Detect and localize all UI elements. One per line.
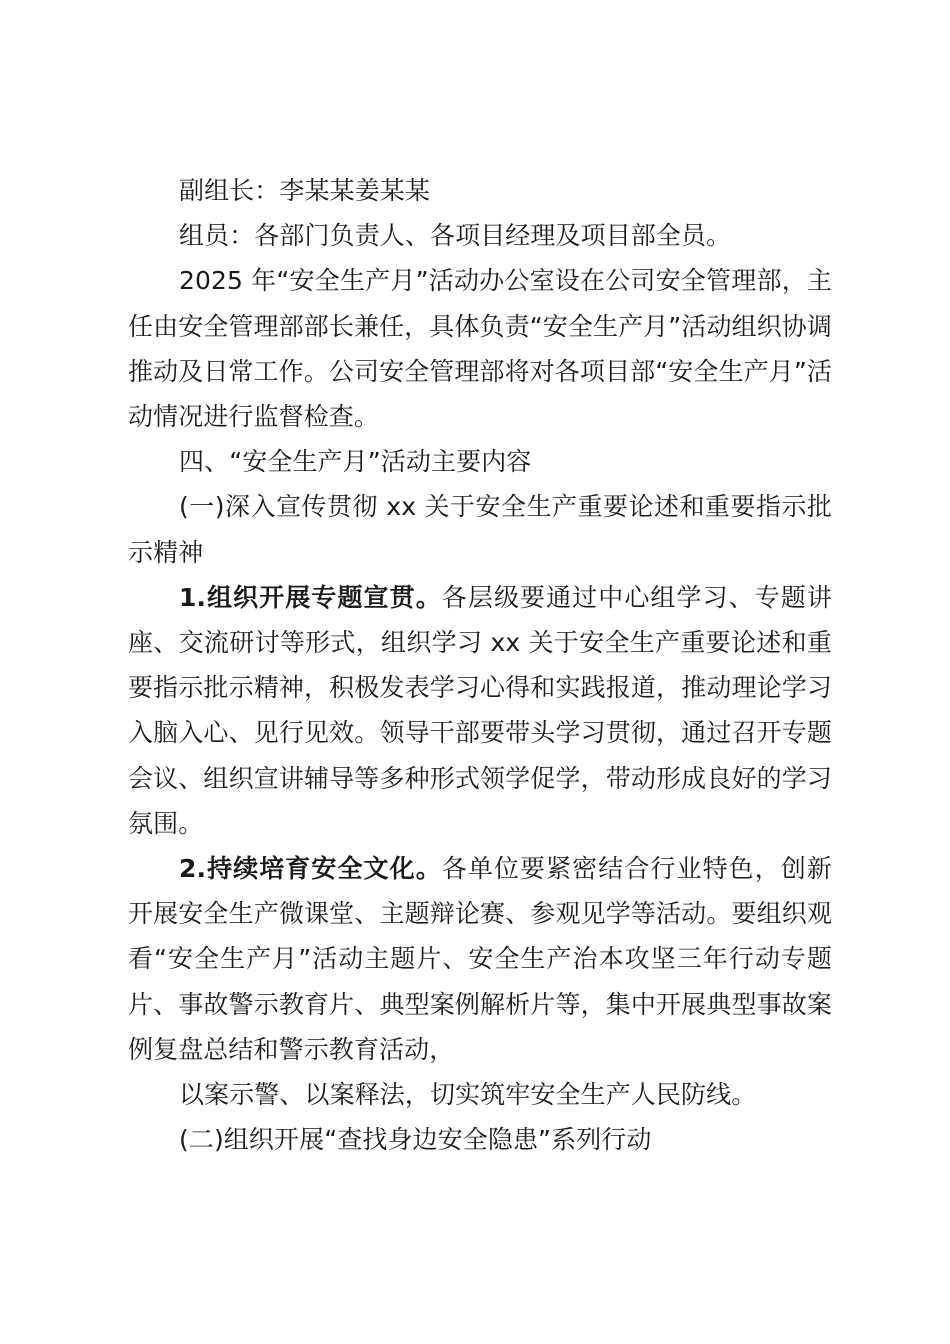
members-line: 组员：各部门负责人、各项目经理及项目部全员。 <box>179 221 732 251</box>
item-one-paragraph <box>128 575 832 846</box>
subsection-heading-one: (一)深入宣传贯彻 xx 关于安全生产重要论述和重要指示批示精神 <box>128 492 832 567</box>
document-body <box>128 168 832 1162</box>
item-two-paragraph <box>128 846 832 1072</box>
item-two-text: 各单位要紧密结合行业特色，创新开展安全生产微课堂、主题辩论赛、参观见学等活动。要组织观看“安全生产月”活动主题片、安全生产治本攻坚三年行动专题片、事故警示教育片、典型案例解析片等，集中开展典型事故案例复盘总结和警示教育活动， <box>128 854 832 1064</box>
office-paragraph: 2025 年“安全生产月”活动办公室设在公司安全管理部，主任由安全管理部部长兼任，具体负责“安全生产月”活动组织协调推动及日常工作。公司安全管理部将对各项目部“安全生产月”活动情况进行监督检查。 <box>128 266 832 432</box>
item-two-lead: 2.持续培育安全文化。 <box>179 854 442 884</box>
section-heading-four: 四、“安全生产月”活动主要内容 <box>179 447 532 477</box>
item-one-text: 各层级要通过中心组学习、专题讲座、交流研讨等形式，组织学习 xx 关于安全生产重要论述和重要指示批示精神，积极发表学习心得和实践报道，推动理论学习入脑入心、见行见效。领导干部要带头学习贯彻，通过召开专题会议、组织宣讲辅导等多种形式领学促学，带动形成良好的学习氛围。 <box>128 582 832 838</box>
deputy-leader-line: 副组长：李某某姜某某 <box>179 176 431 205</box>
item-one-lead: 1.组织开展专题宣贯。 <box>179 582 442 612</box>
warning-line: 以案示警、以案释法，切实筑牢安全生产人民防线。 <box>179 1080 757 1110</box>
subsection-heading-two: (二)组织开展“查找身边安全隐患”系列行动 <box>179 1125 652 1155</box>
